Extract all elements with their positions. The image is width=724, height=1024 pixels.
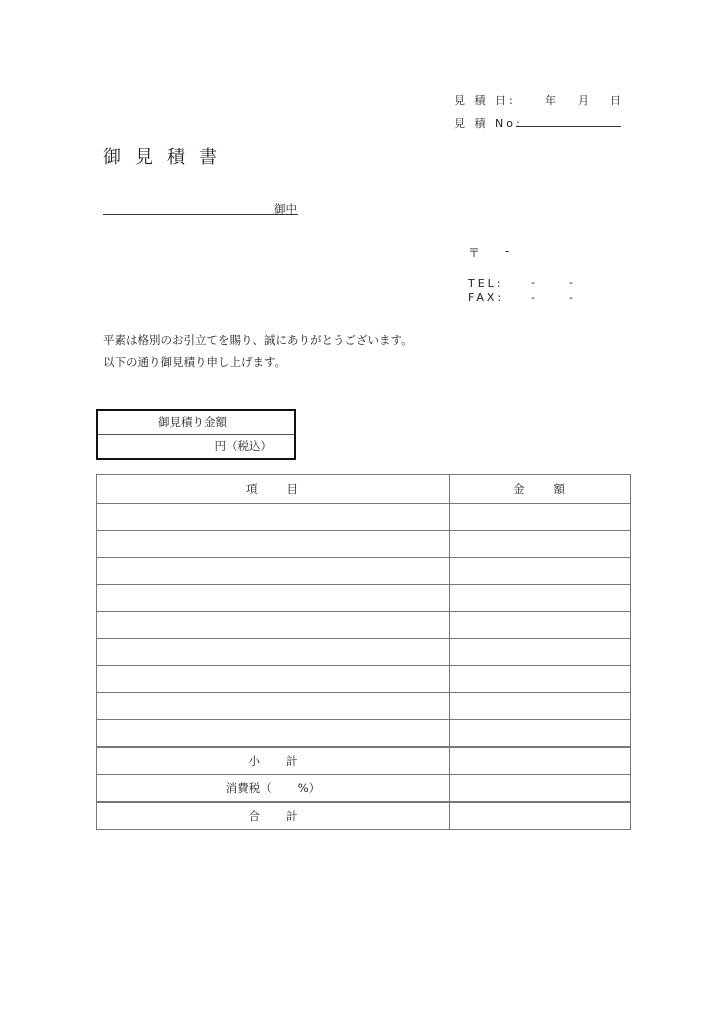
amount-cell[interactable]: [450, 612, 631, 639]
item-cell[interactable]: [97, 639, 450, 666]
total-label: 合 計: [97, 802, 450, 830]
tel-dash-2: -: [569, 276, 573, 289]
fax-dash-2: -: [569, 291, 573, 304]
subtotal-label: 小 計: [97, 747, 450, 775]
table-row: [97, 720, 631, 748]
amount-cell[interactable]: [450, 666, 631, 693]
tel-dash-1: -: [531, 276, 535, 289]
item-cell[interactable]: [97, 558, 450, 585]
item-cell[interactable]: [97, 720, 450, 748]
fax-label: FAX:: [468, 291, 505, 304]
estimate-no-underline: [516, 126, 621, 127]
recipient-suffix: 御中: [274, 202, 297, 216]
document-title: 御見積書: [103, 147, 231, 168]
amount-box-label: 御見積り金額: [98, 411, 294, 435]
column-header-amount: 金 額: [450, 475, 631, 504]
subtotal-amount-cell[interactable]: [450, 747, 631, 775]
amount-box-unit: 円（税込）: [214, 439, 272, 453]
table-row: [97, 531, 631, 558]
table-row: [97, 504, 631, 531]
item-cell[interactable]: [97, 612, 450, 639]
total-row: [97, 802, 631, 830]
tax-label: 消費税（ %）: [97, 775, 450, 803]
item-cell[interactable]: [97, 531, 450, 558]
tax-row: [97, 775, 631, 803]
estimate-no-label: 見 積 No:: [454, 117, 523, 130]
item-cell[interactable]: [97, 693, 450, 720]
amount-cell[interactable]: [450, 531, 631, 558]
table-row: [97, 612, 631, 639]
amount-cell[interactable]: [450, 639, 631, 666]
postal-dash: -: [505, 244, 510, 258]
recipient-underline: [103, 214, 298, 215]
estimate-amount-box: [96, 409, 296, 460]
items-table: [96, 474, 631, 830]
date-month: 月: [578, 94, 592, 107]
table-row: [97, 666, 631, 693]
table-row: [97, 558, 631, 585]
total-amount-cell[interactable]: [450, 802, 631, 830]
amount-cell[interactable]: [450, 558, 631, 585]
greeting-line-1: 平素は格別のお引立てを賜り、誠にありがとうございます。: [103, 333, 413, 347]
date-year: 年: [545, 94, 559, 107]
table-header-row: [97, 475, 631, 504]
item-cell[interactable]: [97, 504, 450, 531]
column-header-item: 項 目: [97, 475, 450, 504]
date-day: 日: [610, 94, 624, 107]
estimate-date-label: 見 積 日:: [454, 94, 516, 107]
amount-cell[interactable]: [450, 585, 631, 612]
tax-amount-cell[interactable]: [450, 775, 631, 803]
amount-cell[interactable]: [450, 693, 631, 720]
amount-cell[interactable]: [450, 504, 631, 531]
subtotal-row: [97, 747, 631, 775]
item-cell[interactable]: [97, 666, 450, 693]
amount-cell[interactable]: [450, 720, 631, 748]
fax-dash-1: -: [531, 291, 535, 304]
table-row: [97, 639, 631, 666]
item-cell[interactable]: [97, 585, 450, 612]
tel-label: TEL:: [468, 277, 504, 290]
table-row: [97, 693, 631, 720]
postal-mark: 〒: [468, 246, 481, 260]
table-row: [97, 585, 631, 612]
greeting-line-2: 以下の通り御見積り申し上げます。: [103, 355, 287, 369]
